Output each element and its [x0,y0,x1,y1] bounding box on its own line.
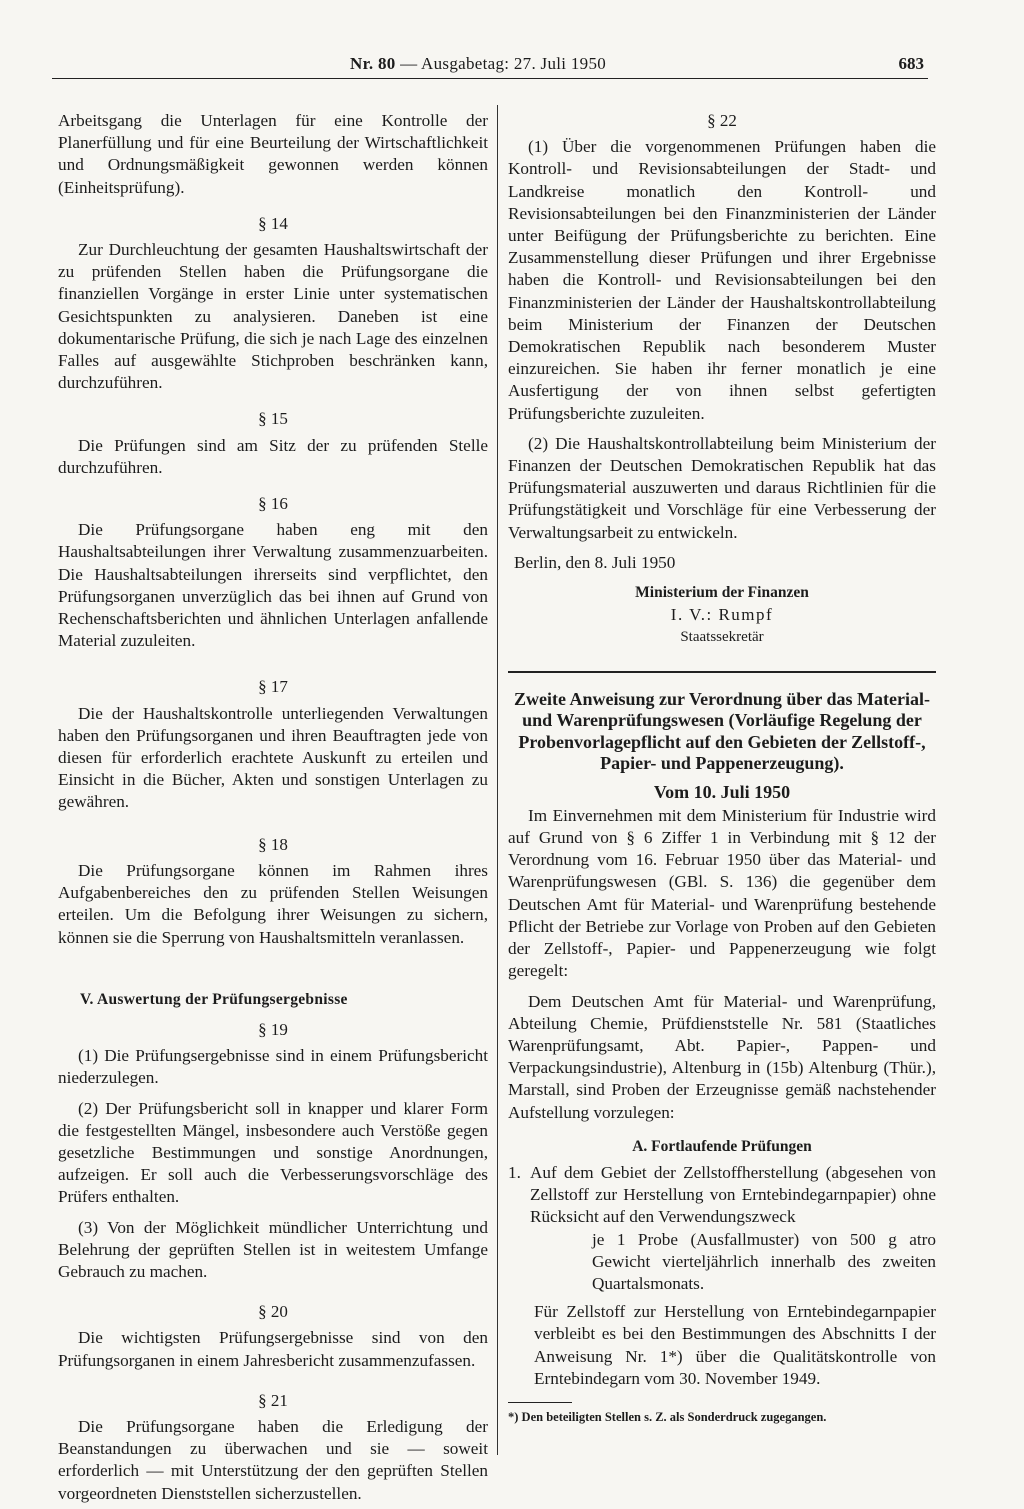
section-14-heading: § 14 [258,213,288,233]
section-19-para-3: (3) Von der Möglichkeit mündlicher Unterrichtung und Belehrung der geprüften Stellen ist in weitestem Umfange Gebrauch zu machen. [58,1217,488,1281]
page-number: 683 [898,54,924,73]
section-19-heading: § 19 [258,1019,288,1039]
left-column [58,110,488,1505]
announcement-para-2: Dem Deutschen Amt für Material- und Warenprüfung, Abteilung Chemie, Prüfdienststelle Nr. 581 (Staatliches Warenprüfungsamt, Abt. Papier-, Pappen- und Verpackungsindustrie), Altenburg in (15b) Altenburg (Thür.), Marstall, sind Proben der Erzeugnisse gemäß nachstehender Aufstellung vorzulegen: [508,991,936,1122]
intro-paragraph: Arbeitsgang die Unterlagen für eine Kontrolle der Planerfüllung und für eine Beurteilung der Wirtschaftlichkeit und Ordnungsmäßigkeit gewonnen werden können (Einheitsprüfung). [58,111,488,197]
chapter-heading: V. Auswertung der Prüfungsergebnisse [80,990,348,1008]
section-20-text: Die wichtigsten Prüfungsergebnisse sind von den Prüfungsorganen in einem Jahresbericht zusammenzufassen. [58,1328,488,1370]
header-issue-line [350,54,606,74]
subsection-heading: A. Fortlaufende Prüfungen [632,1137,812,1155]
section-21-text: Die Prüfungsorgane haben die Erledigung der Beanstandungen zu überwachen und sie — soweit erforderlich — mit Unterstützung der den geprüften Stellen vorgeordneten Dienststellen sicherzustellen. [58,1416,488,1503]
section-17-text: Die der Haushaltskontrolle unterliegenden Verwaltungen haben den Prüfungsorganen und ihren Beauftragten jede von diesen für erforderlich erachtete Auskunft zu erteilen und Einsicht in die Bücher, Akten und sonstigen Unterlagen zu gewähren. [58,703,488,812]
announcement-date: Vom 10. Juli 1950 [653,781,791,802]
section-21-heading: § 21 [258,1390,288,1410]
section-20-heading: § 20 [258,1302,288,1322]
section-19-para-1: (1) Die Prüfungsergebnisse sind in einem Prüfungsbericht niederzulegen. [58,1046,488,1088]
signature-name: I. V.: Rumpf [670,605,774,625]
section-19-para-2: (2) Der Prüfungsbericht soll in knapper und klarer Form die festgestellten Mängel, insbesondere auch Verstöße gegen gesetzliche Bestimmungen und sonstige Anordnungen, aufzeigen. Er soll auch die Verbesserungsvorschläge des Prüfers enthalten. [58,1098,488,1207]
list-item-1 [508,1162,936,1229]
footnote-rule [508,1402,572,1403]
section-16-heading: § 16 [258,494,288,514]
footnote: *) Den beteiligten Stellen s. Z. als Sonderdruck zugegangen. [508,1409,827,1424]
place-and-date: Berlin, den 8. Juli 1950 [514,552,676,572]
section-22-para-1: (1) Über die vorgenommenen Prüfungen haben die Kontroll- und Revisionsabteilungen der Stadt- und Landkreise monatlich den Kontroll- und Revisionsabteilungen bei den Finanzministerien der Länder unter Beifügung der Prüfungsberichte zu berichten. Eine Zusammenstellung dieser Prüfungen und ihrer Ergebnisse haben die Kontroll- und Revisionsabteilungen bei den Finanzministerien der Länder der Haushaltskontrollabteilung beim Ministerium der Finanzen der Deutschen Demokratischen Republik nach besonderem Muster einzureichen. Sie haben ihr ferner monatlich je eine Ausfertigung der von ihnen selbst gefertigten Prüfungsberichte zuzuleiten. [508,137,936,423]
section-18-text: Die Prüfungsorgane können im Rahmen ihres Aufgabenbereiches den zu prüfenden Stellen Weisungen erteilen. Um die Befolgung ihrer Weisungen zu sichern, können sie die Sperrung von Haushaltsmitteln veranlassen. [58,860,488,947]
section-16-text: Die Prüfungsorgane haben eng mit den Haushaltsabteilungen ihrer Verwaltung zusammenzuarbeiten. Die Haushaltsabteilungen ihrerseits sind verpflichtet, den Prüfungsorganen unverzüglich das bei ihnen auf Grund von Rechenschaftsberichten und ähnlichen Unterlagen anfallende Material zuzuleiten. [58,520,488,651]
section-18-heading: § 18 [258,834,288,854]
header-rule [52,78,928,79]
list-item-1-note: Für Zellstoff zur Herstellung von Erntebindegarnpapier verbleibt es bei den Bestimmungen des Abschnitts I der Anweisung Nr. 1*) über die Qualitätskontrolle von Erntebindegarn vom 30. November 1949. [534,1302,936,1388]
section-22-heading: § 22 [707,111,737,130]
announcement-para-1: Im Einvernehmen mit dem Ministerium für Industrie wird auf Grund von § 6 Ziffer 1 in Verbindung mit § 12 der Verordnung vom 16. Februar 1950 über das Material- und Warenprüfungswesen (GBl. S. 136) die gegenüber dem Deutschen Amt für Material- und Warenprüfung bestehende Pflicht der Betriebe zur Vorlage von Proben auf den Gebieten der Zellstoff-, Papier- und Pappenerzeugung wie folgt geregelt: [508,805,936,981]
list-item-1-number: 1. [508,1162,521,1182]
list-item-1-text: Auf dem Gebiet der Zellstoffherstellung (abgesehen von Zellstoff zur Herstellung von Erntebindegarnpapier) ohne Rücksicht auf den Verwendungszweck [530,1162,936,1227]
issue-number: Nr. 80 [350,54,396,73]
signature-role: Staatssekretär [680,629,764,646]
column-divider [497,105,498,1455]
list-item-1-detail: je 1 Probe (Ausfallmuster) von 500 g atro Gewicht vierteljährlich innerhalb des zweiten Quartalsmonats. [592,1229,936,1293]
section-15-heading: § 15 [258,409,288,429]
section-14-text: Zur Durchleuchtung der gesamten Haushaltswirtschaft der zu prüfenden Stellen haben die Prüfungsorgane die finanziellen Vorgänge in erster Linie unter systematischen Gesichtspunkten zu analysieren. Daneben ist eine dokumentarische Prüfung, die sich je nach Lage des einzelnen Falles auf ausgewählte Stichproben beschränken kann, durchzuführen. [58,240,488,393]
section-separator [508,671,936,673]
section-17-heading: § 17 [258,677,288,697]
announcement-title: Zweite Anweisung zur Verordnung über das Material- und Warenprüfungswesen (Vorläufige Regelung der Probenvorlagepflicht auf den Gebieten der Zellstoff-, Papier- und Pappenerzeugung). [513,688,931,774]
section-22-para-2: (2) Die Haushaltskontrollabteilung beim Ministerium der Finanzen der Deutschen Demokratischen Republik hat das Prüfungsmaterial auszuwerten und daraus Richtlinien für die Prüfungstätigkeit und Vorschläge für eine Verbesserung der Verwaltungsarbeit zu entwickeln. [508,433,936,542]
issue-date: — Ausgabetag: 27. Juli 1950 [400,54,607,73]
page-header [0,50,1024,80]
right-column [508,110,936,1425]
section-15-text: Die Prüfungen sind am Sitz der zu prüfenden Stelle durchzuführen. [58,435,488,477]
signature-ministry: Ministerium der Finanzen [635,584,809,602]
